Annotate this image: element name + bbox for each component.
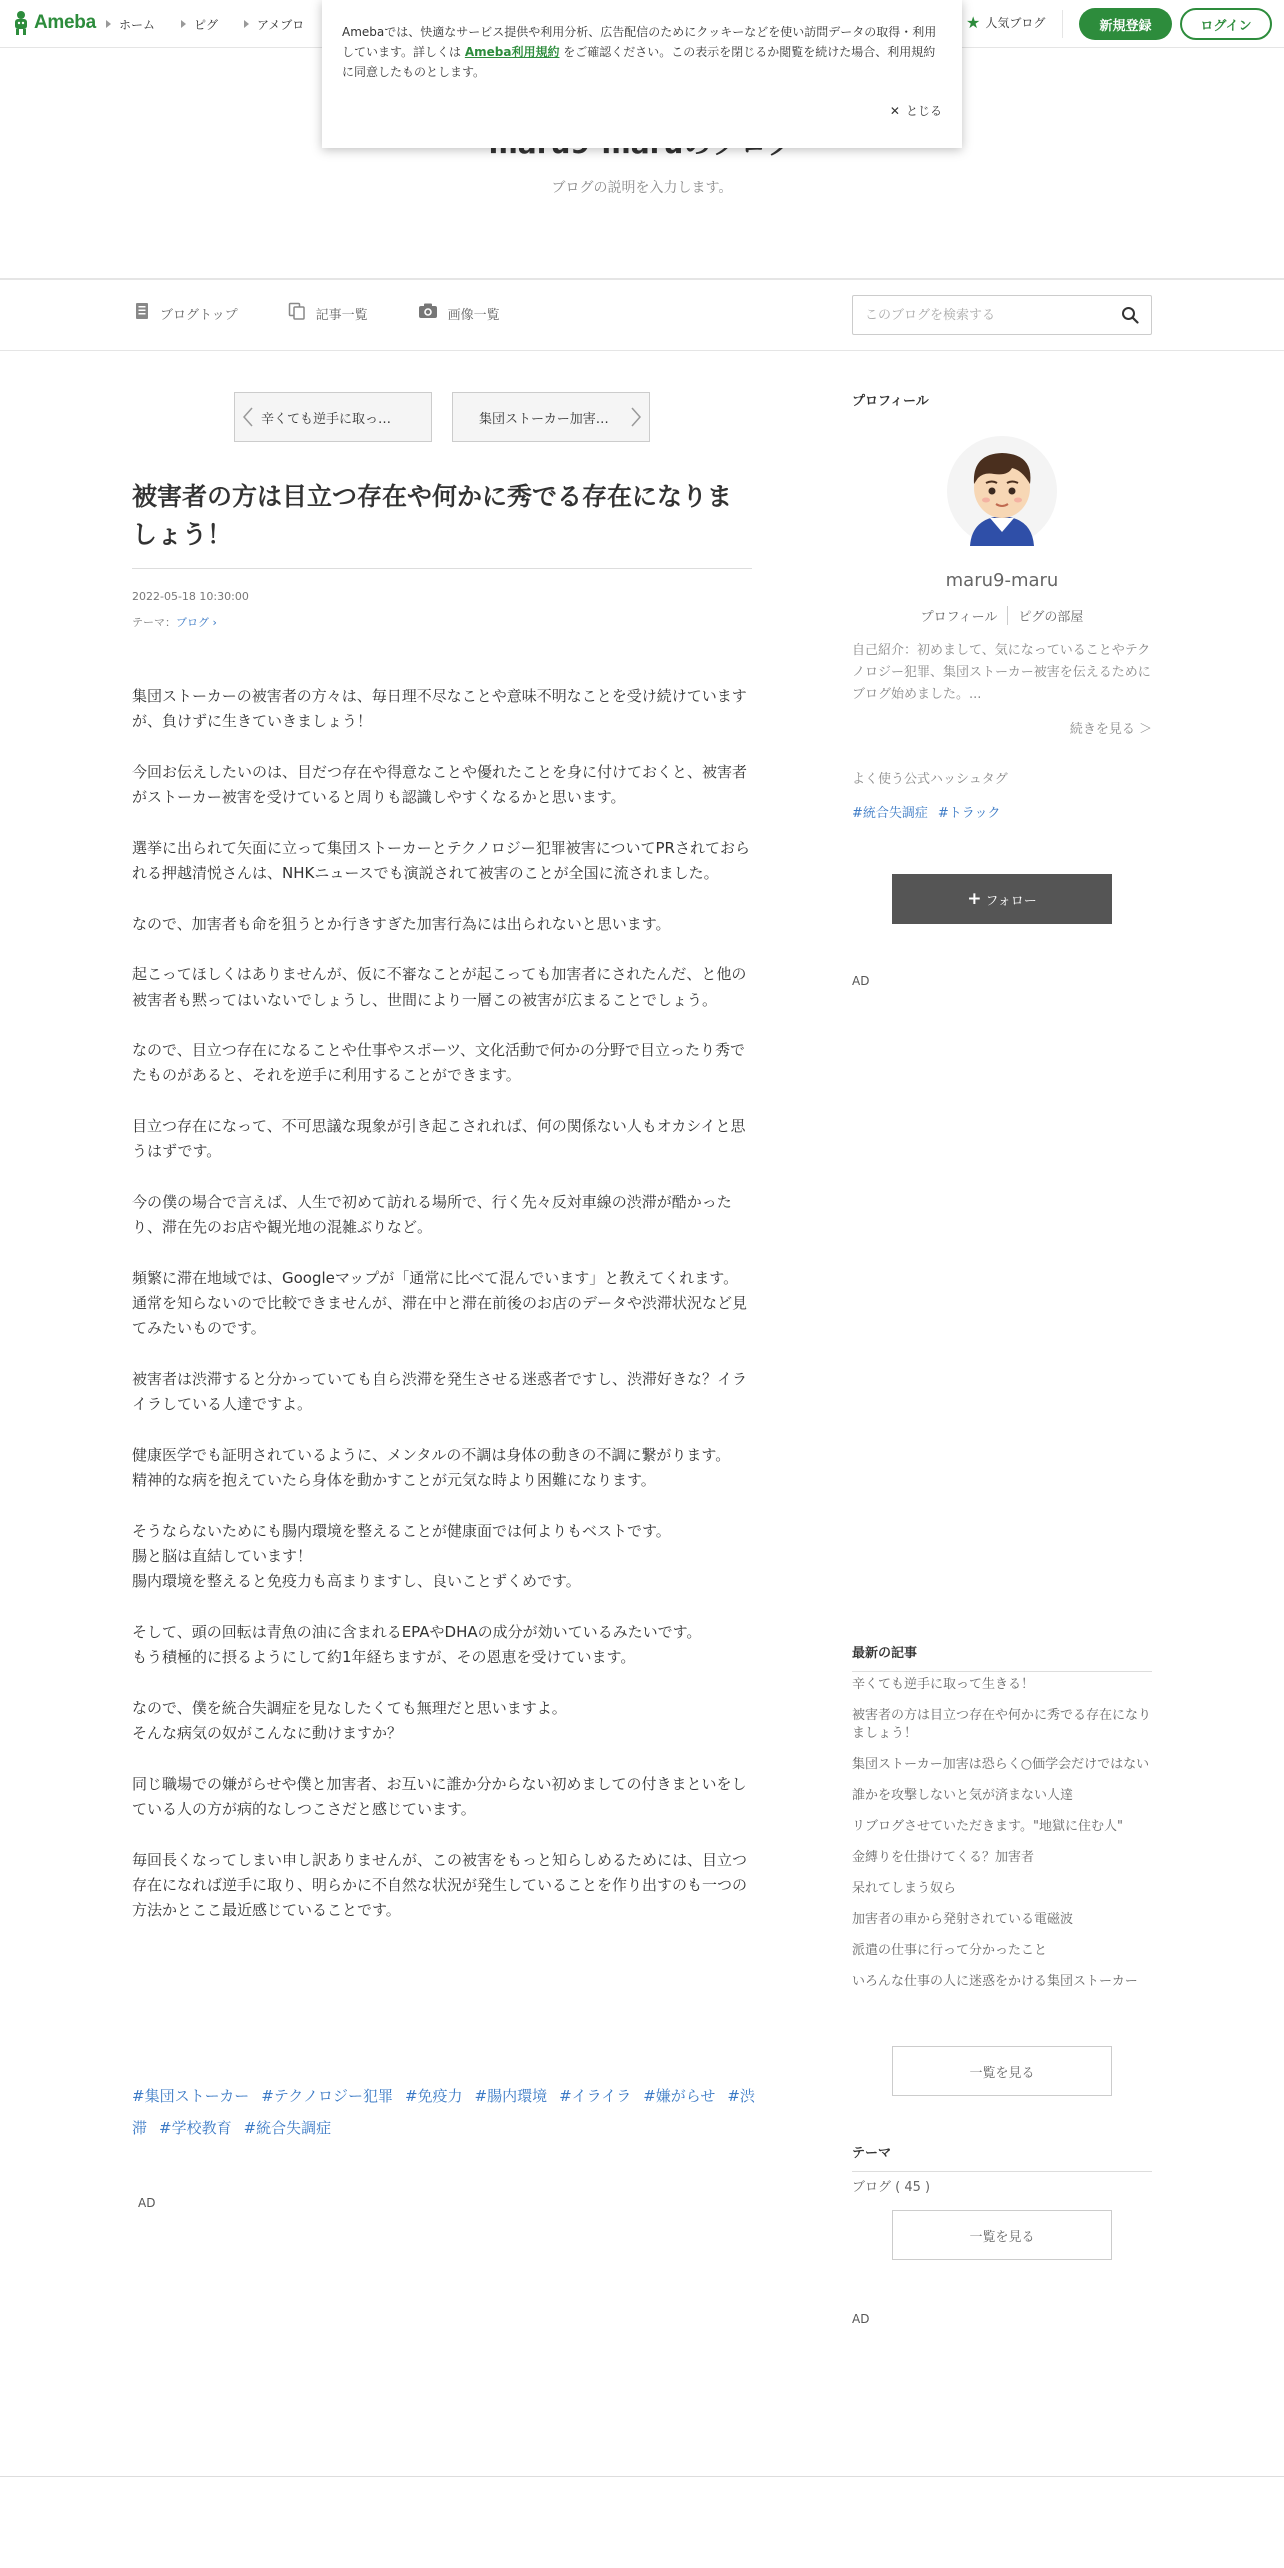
- ad-label: AD: [852, 974, 870, 988]
- article-paragraph: 今の僕の場合で言えば、人生で初めて訪れる場所で、行く先々反対車線の渋滞が酷かったり、滞在先のお店や観光地の混雑ぶりなど。: [132, 1192, 732, 1237]
- recent-entry-link[interactable]: 誰かを攻撃しないと気が済まない人達: [852, 1788, 1074, 1803]
- nav-home[interactable]: [106, 16, 155, 33]
- article-paragraph: 頻繁に滞在地域では、Googleマップが「通常に比べて混んでいます」と教えてくれます。 通常を知らないので比較できませんが、滞在中と滞在前後のお店のデータや渋滞状況など見てみたいものです。: [132, 1268, 748, 1338]
- recent-entry-link[interactable]: 被害者の方は目立つ存在や何かに秀でる存在になりましょう！: [852, 1708, 1152, 1741]
- recent-entries-heading: 最新の記事: [852, 1642, 1152, 1672]
- article-paragraph: 健康医学でも証明されているように、メンタルの不調は身体の動きの不調に繋がります。 精神的な病を抱えていたら身体を動かすことが元気な時より困難になります。: [132, 1445, 731, 1490]
- read-more-link[interactable]: 続きを見る ＞: [1069, 722, 1152, 737]
- popular-blog-label: 人気ブログ: [985, 16, 1046, 30]
- plus-icon: +: [967, 889, 982, 909]
- footer-divider: [0, 2476, 1284, 2477]
- ameba-logo-icon: [12, 10, 30, 36]
- recent-entry-link[interactable]: 金縛りを仕掛けてくる？加害者: [852, 1850, 1035, 1865]
- close-label: とじる: [905, 104, 942, 118]
- blog-nav: [134, 302, 500, 324]
- recent-entries-list: [852, 1676, 1152, 2004]
- triangle-right-icon: [181, 20, 186, 28]
- theme-list-button[interactable]: 一覧を見る: [892, 2210, 1112, 2260]
- theme-heading: テーマ: [852, 2142, 1152, 2172]
- article-date: 2022-05-18 10:30:00: [132, 590, 249, 603]
- follow-button[interactable]: [892, 874, 1112, 924]
- camera-icon: [418, 303, 438, 323]
- article-body: [132, 684, 752, 1949]
- cookie-close-button[interactable]: [890, 102, 942, 119]
- chevron-right-icon: [631, 407, 641, 431]
- divider: [132, 568, 752, 569]
- theme-name: ブログ: [176, 616, 209, 629]
- cookie-text-part: Amebaでは、快適なサービス提供や利用分析、広告配信のためにクッキーなどを使い訪問データの取得・利用しています。詳しくは: [342, 25, 937, 59]
- cookie-notice: [322, 0, 962, 148]
- nav-label: ブログトップ: [160, 307, 238, 323]
- hashtag-heading: よく使う公式ハッシュタグ: [852, 772, 1008, 787]
- hashtag-link[interactable]: #渋滞: [132, 2087, 755, 2137]
- next-entry-label: 集団ストーカー加害…: [479, 411, 609, 427]
- star-icon: ★: [966, 12, 981, 32]
- article-paragraph: そうならないためにも腸内環境を整えることが健康面では何よりもベストです。 腸と脳は直結しています！ 腸内環境を整えると免疫力も高まりますし、良いことずくめです。: [132, 1521, 671, 1591]
- hashtag-link[interactable]: #統合失調症: [243, 2119, 332, 2137]
- blog-description: ブログの説明を入力します。: [551, 180, 733, 196]
- prev-entry-button[interactable]: [234, 392, 432, 442]
- article-paragraph: 被害者は渋滞すると分かっていても自ら渋滞を発生させる迷惑者ですし、渋滞好きな？イライラしている人達ですよ。: [132, 1370, 748, 1414]
- divider: [0, 350, 1284, 351]
- article-paragraph: そして、頭の回転は青魚の油に含まれるEPAやDHAの成分が効いているみたいです。 もう積極的に摂るようにして約1年経ちますが、その恩恵を受けています。: [132, 1622, 702, 1667]
- recent-entry-link[interactable]: 集団ストーカー加害は恐らく○価学会だけではない: [852, 1757, 1150, 1772]
- profile-intro: 自己紹介：初めまして、気になっていることやテクノロジー犯罪、集団ストーカー被害を伝えるためにブログ始めました。...: [852, 643, 1151, 702]
- theme-link[interactable]: ブログ ›: [176, 616, 217, 629]
- hashtag-link[interactable]: #腸内環境: [474, 2087, 548, 2105]
- profile-links: [852, 606, 1152, 625]
- search-input[interactable]: [853, 296, 1093, 334]
- ad-label: AD: [852, 2312, 870, 2326]
- follow-label: フォロー: [985, 893, 1037, 909]
- profile-name[interactable]: maru9-maru: [945, 570, 1059, 591]
- article-paragraph: 今回お伝えしたいのは、目だつ存在や得意なことや優れたことを身に付けておくと、被害者がストーカー被害を受けていると周りも認識しやすくなるかと思います。: [132, 762, 748, 807]
- login-button[interactable]: ログイン: [1180, 8, 1272, 40]
- article-title[interactable]: 被害者の方は目立つ存在や何かに秀でる存在になりましょう！: [132, 482, 733, 549]
- recent-entry-link[interactable]: 派遣の仕事に行って分かったこと: [852, 1943, 1048, 1958]
- nav-label: ホーム: [119, 17, 156, 32]
- copy-icon: [288, 302, 306, 324]
- next-entry-button[interactable]: [452, 392, 650, 442]
- ameba-logo[interactable]: [12, 10, 96, 36]
- hashtag-link[interactable]: #イライラ: [559, 2087, 632, 2105]
- triangle-right-icon: [244, 20, 249, 28]
- header-divider: [1062, 10, 1063, 38]
- official-hashtags: [852, 802, 1011, 821]
- nav-label: 記事一覧: [315, 307, 368, 323]
- article-paragraph: なので、目立つ存在になることや仕事やスポーツ、文化活動で何かの分野で目立ったり秀でたものがあると、それを逆手に利用することができます。: [132, 1041, 746, 1085]
- article-paragraph: 起こってほしくはありませんが、仮に不審なことが起こっても加害者にされたんだ、と他の被害者も黙ってはいないでしょうし、世間により一層この被害が広まることでしょう。: [132, 965, 747, 1009]
- recent-entry-link[interactable]: いろんな仕事の人に迷惑をかける集団ストーカー: [852, 1974, 1138, 1989]
- pigg-room-link[interactable]: ピグの部屋: [1007, 606, 1093, 625]
- article-paragraph: 選挙に出られて矢面に立って集団ストーカーとテクノロジー犯罪被害についてPRされておられる押越清悦さんは、NHKニュースでも演説されて被害のことが全国に流されました。: [132, 838, 750, 883]
- chevron-left-icon: [243, 407, 253, 431]
- hashtag-link[interactable]: #集団ストーカー: [132, 2087, 250, 2105]
- hashtag-link[interactable]: #嫌がらせ: [643, 2087, 716, 2105]
- nav-entry-list[interactable]: [288, 302, 368, 324]
- cookie-text: [342, 22, 942, 82]
- article-paragraph: なので、僕を統合失調症を見なしたくても無理だと思いますよ。 そんな病気の奴がこんなに動けますか？: [132, 1698, 567, 1743]
- nav-blog-top[interactable]: [134, 302, 238, 324]
- nav-ameblo[interactable]: [244, 16, 304, 33]
- profile-link[interactable]: プロフィール: [920, 610, 998, 625]
- hashtag-link[interactable]: #テクノロジー犯罪: [261, 2087, 393, 2105]
- blog-search: [852, 295, 1152, 335]
- hashtag-link[interactable]: #トラック: [937, 806, 1001, 821]
- divider: [0, 278, 1284, 280]
- triangle-right-icon: [106, 20, 111, 28]
- nav-image-list[interactable]: [418, 302, 500, 324]
- global-nav: [106, 0, 304, 48]
- article-theme: [132, 614, 217, 630]
- nav-pigg[interactable]: [181, 16, 218, 33]
- document-icon: [134, 302, 150, 324]
- recent-entry-link[interactable]: 呆れてしまう奴ら: [852, 1881, 957, 1896]
- hashtag-link[interactable]: #統合失調症: [852, 806, 928, 821]
- ad-label: AD: [138, 2196, 156, 2210]
- nav-label: ピグ: [194, 17, 219, 32]
- theme-label: テーマ：: [132, 616, 176, 629]
- recent-entry-link[interactable]: 加害者の車から発射されている電磁波: [852, 1912, 1074, 1927]
- cookie-text-part: をご確認ください。この表示を閉じるか閲覧を続けた場合、利用規約に同意したものとします。: [342, 45, 936, 79]
- search-icon[interactable]: [1121, 306, 1139, 328]
- terms-link[interactable]: Ameba利用規約: [464, 45, 560, 59]
- register-button[interactable]: 新規登録: [1079, 8, 1172, 40]
- hashtag-link[interactable]: #免疫力: [404, 2087, 463, 2105]
- logo-text: Ameba: [34, 12, 96, 33]
- nav-label: アメブロ: [257, 17, 305, 32]
- avatar[interactable]: [942, 436, 1062, 546]
- recent-list-button[interactable]: 一覧を見る: [892, 2046, 1112, 2096]
- recent-entry-link[interactable]: 辛くても逆手に取って生きる！: [852, 1677, 1035, 1692]
- popular-blog-link[interactable]: [966, 14, 1045, 31]
- profile-heading: プロフィール: [852, 394, 929, 409]
- close-icon: ✕: [889, 103, 900, 118]
- article-paragraph: なので、加害者も命を狙うとか行きすぎた加害行為には出られないと思います。: [132, 914, 671, 933]
- hashtag-link[interactable]: #学校教育: [159, 2119, 232, 2137]
- theme-item[interactable]: ブログ ( 45 ): [852, 2180, 931, 2195]
- article-paragraph: 集団ストーカーの被害者の方々は、毎日理不尽なことや意味不明なことを受け続けていますが、負けずに生きていきましょう！: [132, 687, 747, 731]
- recent-entry-link[interactable]: リブログさせていただきます。"地獄に住む人": [852, 1819, 1123, 1834]
- article-paragraph: 毎回長くなってしまい申し訳ありませんが、この被害をもっと知らしめるためには、目立つ存在になれば逆手に取り、明らかに不自然な状況が発生していることを作り出すのも一つの方法かとここ最近感じていることです。: [132, 1850, 748, 1920]
- prev-entry-label: 辛くても逆手に取っ…: [261, 411, 392, 427]
- nav-label: 画像一覧: [447, 307, 500, 323]
- article-paragraph: 同じ職場での嫌がらせや僕と加害者、お互いに誰か分からない初めましての付きまといをしている人の方が病的なしつこさだと感じています。: [132, 1774, 747, 1819]
- article-hashtags: [132, 2080, 762, 2144]
- article-paragraph: 目立つ存在になって、不可思議な現象が引き起こされれば、何の関係ない人もオカシイと思うはずです。: [132, 1117, 746, 1161]
